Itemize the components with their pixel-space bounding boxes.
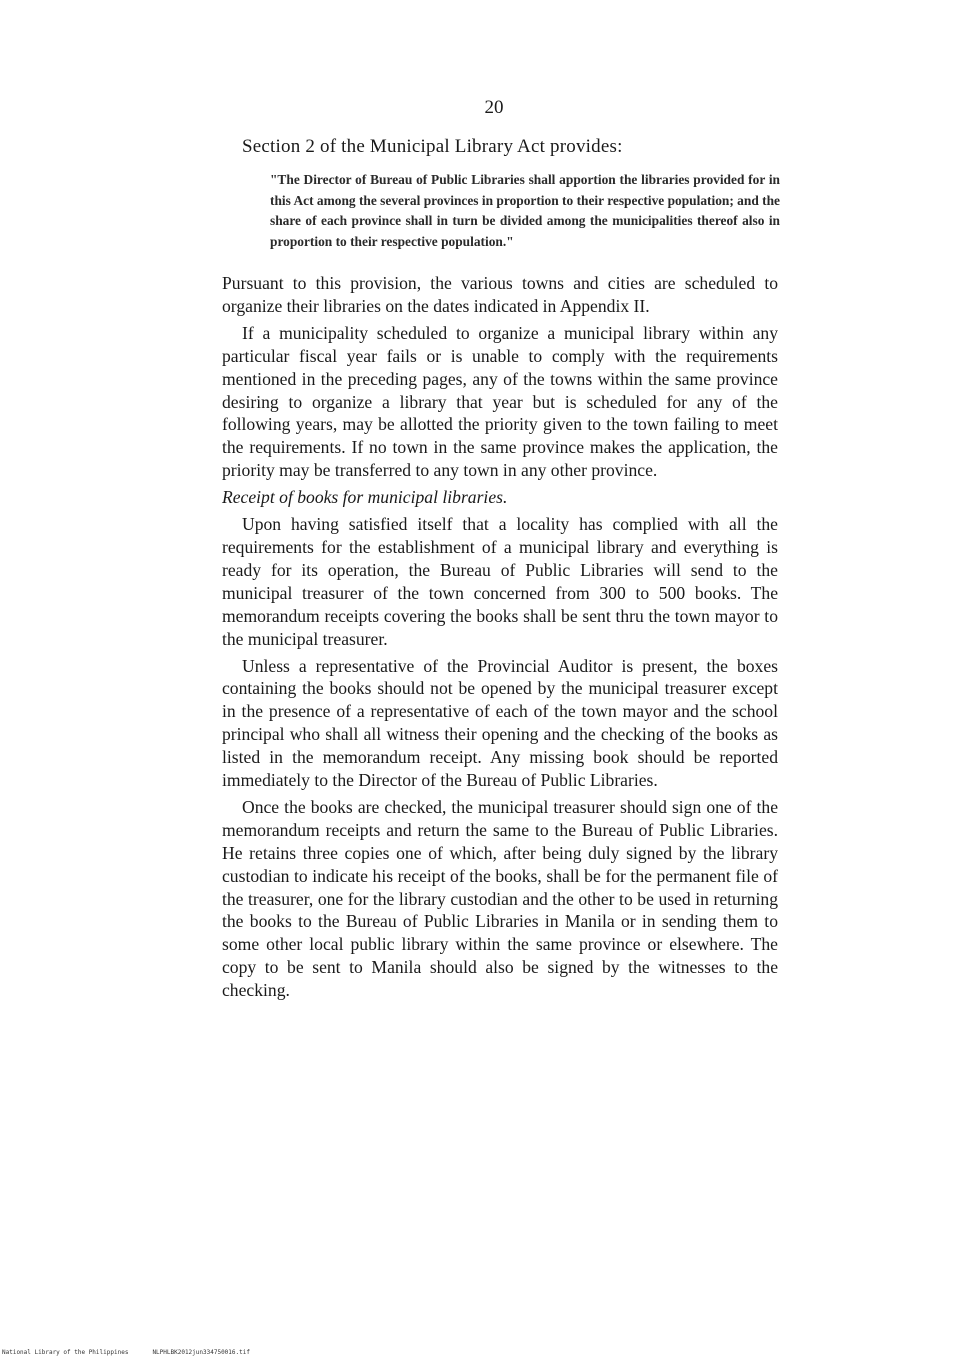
paragraph-upon: Upon having satisfied itself that a locality has complied with all the requirements for the establishment of a municipal library and everything is ready for its operation, the Bureau of Public Libraries will send to the municipal treasurer of the town concerned from 300 to 500 books. The memorandum receipts covering the books shall be sent thru the town mayor to the municipal treasurer. [222, 514, 778, 649]
paragraph-pursuant: Pursuant to this provision, the various towns and cities are scheduled to organize their libraries on the dates indicated in Appendix II. [222, 273, 778, 316]
body-text-upper [222, 272, 778, 1006]
act-quotation: "The Director of Bureau of Public Libraries shall apportion the libraries provided for in this Act among the several provinces in proportion to their respective population; and the share of each province shall in turn be divided among the municipalities thereof also in proportion to their respective population." [270, 172, 780, 249]
footer-filename: NLPHLBK2012jun334750016.tif [152, 1349, 250, 1356]
page-number: 20 [484, 97, 504, 118]
section-intro: Section 2 of the Municipal Library Act provides: [242, 136, 623, 157]
paragraph-once: Once the books are checked, the municipal treasurer should sign one of the memorandum receipts and return the same to the Bureau of Public Libraries. He retains three copies one of which, after being duly signed by the library custodian to indicate his receipt of the books, shall be for the permanent file of the treasurer, one for the library custodian and the other to be used in returning the books to the Bureau of Public Libraries in Manila or in sending them to some other local public library within the same province or elsewhere. The copy to be sent to Manila should also be signed by the witnesses to the checking. [222, 796, 778, 1001]
paragraph-priority: If a municipality scheduled to organize a municipal library within any particular fiscal year fails or is unable to comply with the requirements mentioned in the preceding pages, any of the towns within the same province desiring to organize a library that year but is scheduled for any of the following years, may be allotted the priority given to the town failing to meet the requirements. If no town in the same province makes the application, the priority may be transferred to any town in any other province. [222, 322, 778, 481]
paragraph-unless: Unless a representative of the Provincial Auditor is present, the boxes containing the books should not be opened by the municipal treasurer except in the presence of a representative of each of the town mayor and the school principal who shall all witness their opening and the checking of the books as listed in the memorandum receipt. Any missing book should be reported immediately to the Director of the Bureau of Public Libraries. [222, 655, 778, 791]
section-heading: Receipt of books for municipal libraries. [222, 487, 508, 508]
footer-library: National Library of the Philippines [2, 1349, 129, 1356]
scan-footer [2, 1349, 274, 1356]
